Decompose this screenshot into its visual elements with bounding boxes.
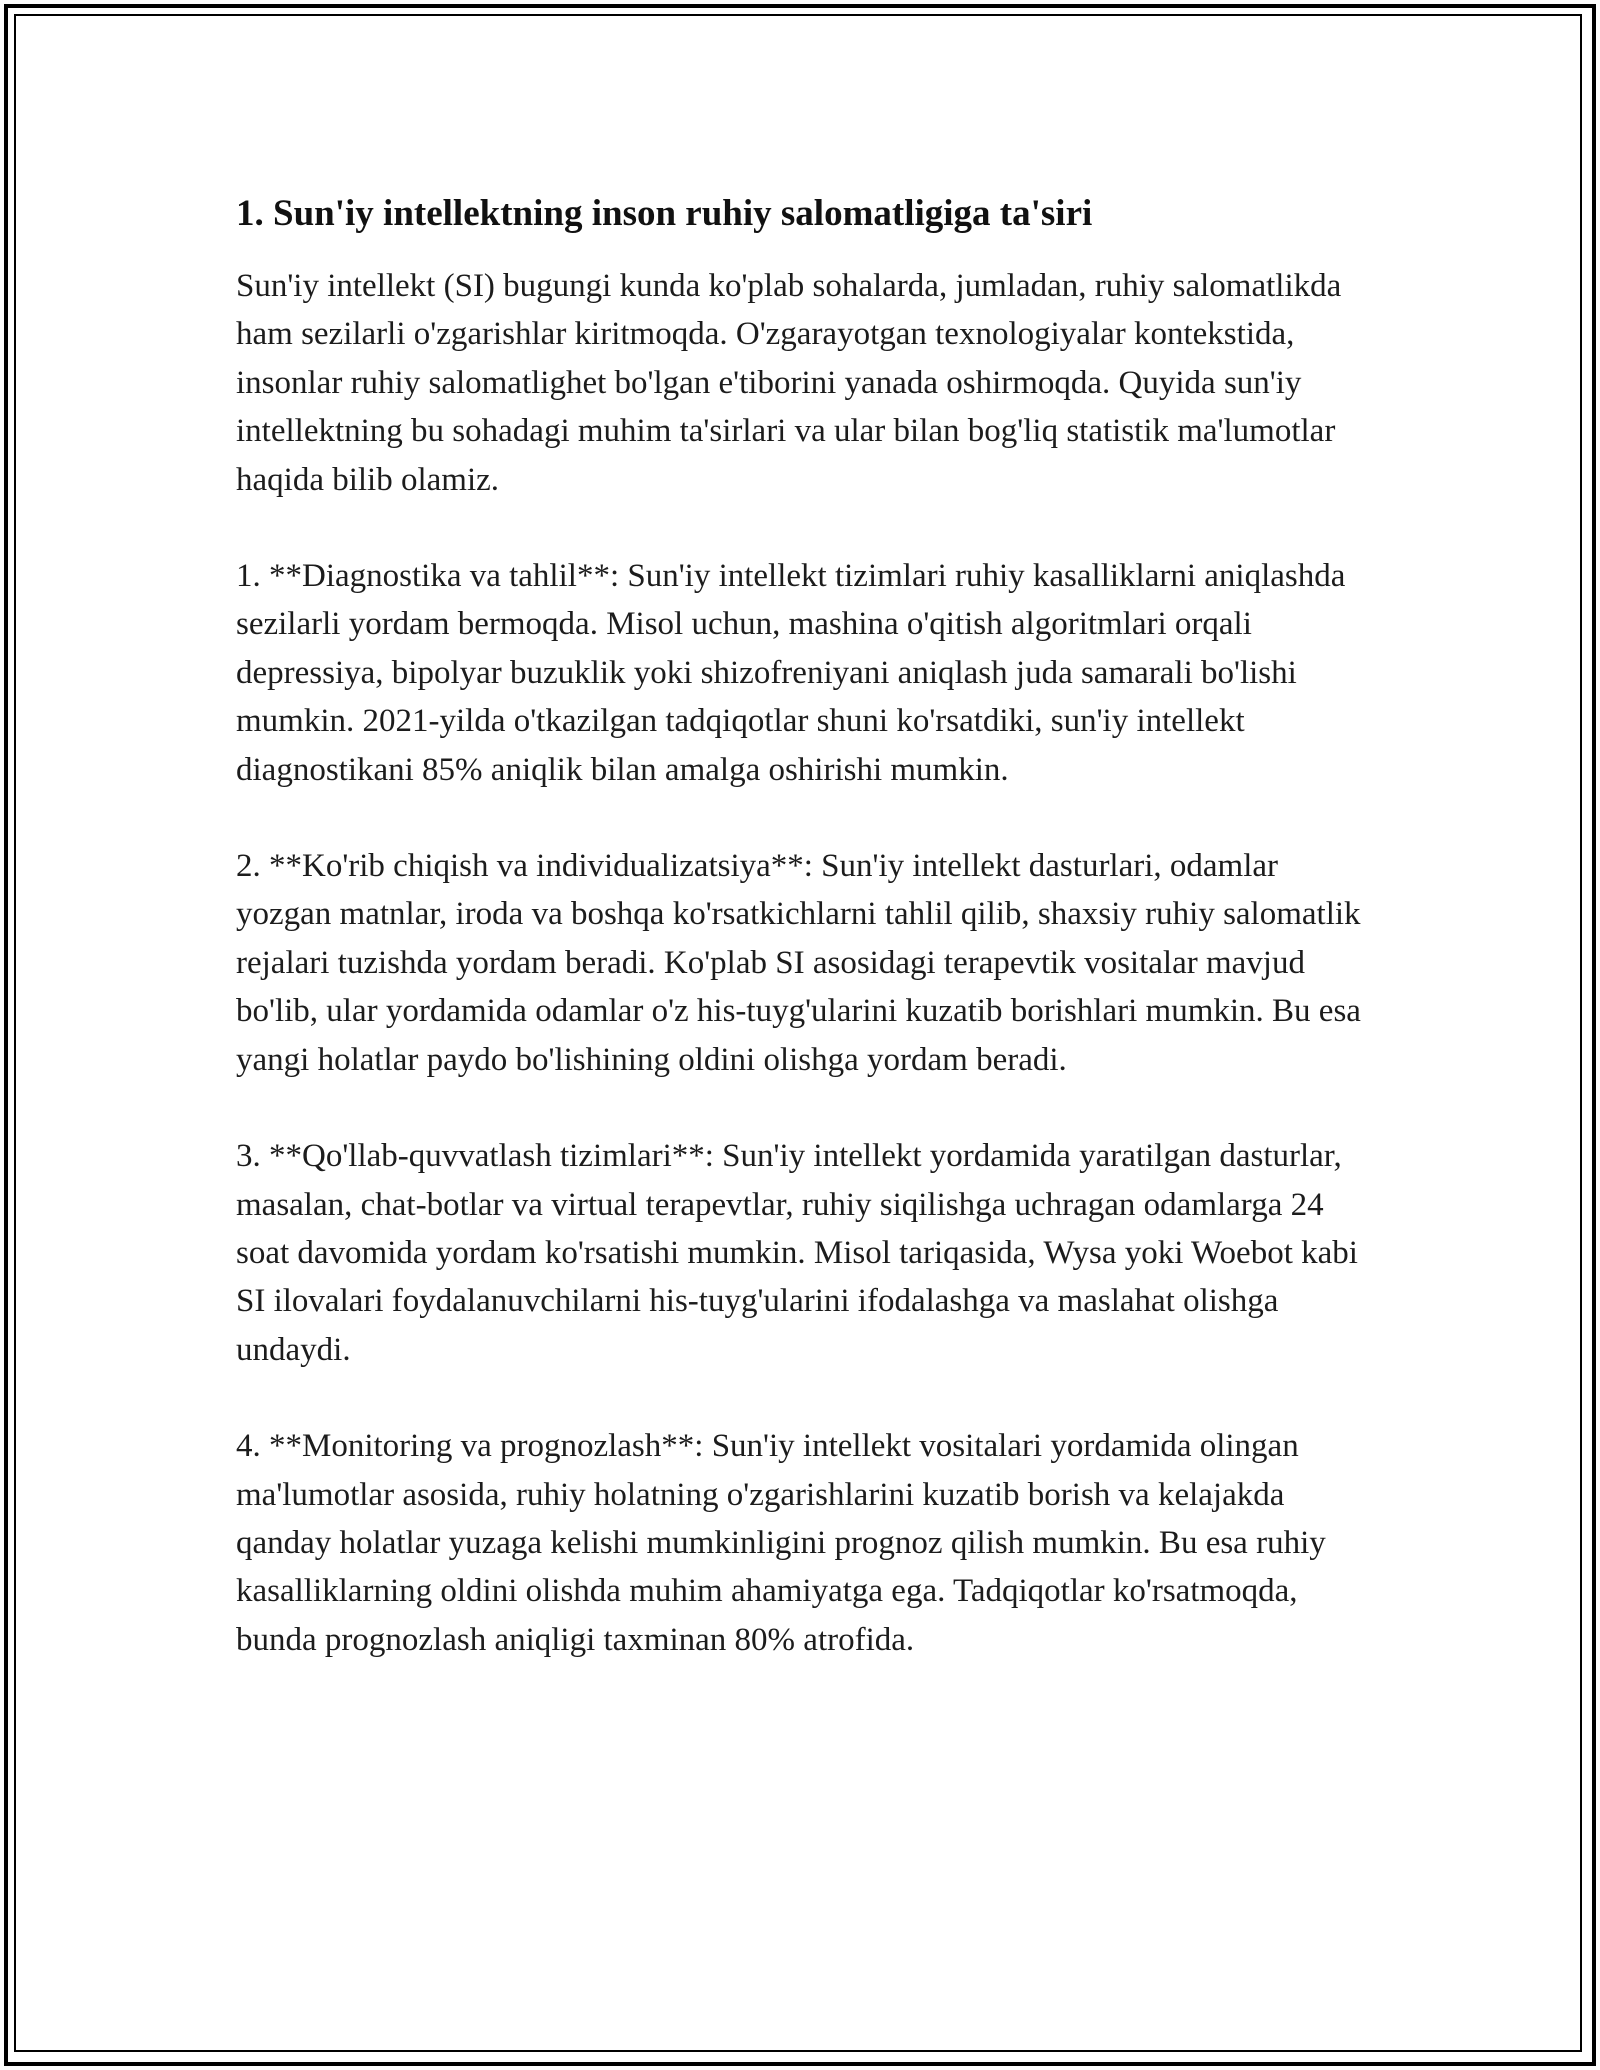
paragraph-diagnostika: 1. **Diagnostika va tahlil**: Sun'iy intellekt tizimlari ruhiy kasalliklarni aniqlashda sezilarli yordam bermoqda. Misol uchun, mashina o'qitish algoritmlari orqali depressiya, bipolyar buzuklik yoki shizofreniyani aniqlash juda samarali bo'lishi mumkin. 2021-yilda o'tkazilgan tadqiqotlar shuni ko'rsatdiki, sun'iy intellekt diagnostikani 85% aniqlik bilan amalga oshirishi mumkin. [236, 558, 1346, 788]
intro-paragraph: Sun'iy intellekt (SI) bugungi kunda ko'plab sohalarda, jumladan, ruhiy salomatlikda ham sezilarli o'zgarishlar kiritmoqda. O'zgarayotgan texnologiyalar kontekstida, insonlar ruhiy salomatlighet bo'lgan e'tiborini yanada oshirmoqda. Quyida sun'iy intellektning bu sohadagi muhim ta'sirlari va ular bilan bog'liq statistik ma'lumotlar haqida bilib olamiz. [236, 268, 1342, 498]
document-title: 1. Sun'iy intellektning inson ruhiy salomatligiga ta'siri [236, 193, 1093, 234]
paragraph-qollab-quvvatlash: 3. **Qo'llab-quvvatlash tizimlari**: Sun'iy intellekt yordamida yaratilgan dasturlar, masalan, chat-botlar va virtual terapevtlar, ruhiy siqilishga uchragan odamlarga 24 soat davomida yordam ko'rsatishi mumkin. Misol tariqasida, Wysa yoki Woebot kabi SI ilovalari foydalanuvchilarni his-tuyg'ularini ifodalashga va maslahat olishga undaydi. [236, 1138, 1358, 1368]
paragraph-monitoring: 4. **Monitoring va prognozlash**: Sun'iy intellekt vositalari yordamida olingan ma'lumotlar asosida, ruhiy holatning o'zgarishlarini kuzatib borish va kelajakda qanday holatlar yuzaga kelishi mumkinligini prognoz qilish mumkin. Bu esa ruhiy kasalliklarning oldini olishda muhim ahamiyatga ega. Tadqiqotlar ko'rsatmoqda, bunda prognozlash aniqligi taxminan 80% atrofida. [236, 1428, 1326, 1658]
paragraph-individualizatsiya: 2. **Ko'rib chiqish va individualizatsiya**: Sun'iy intellekt dasturlari, odamlar yozgan matnlar, iroda va boshqa ko'rsatkichlarni tahlil qilib, shaxsiy ruhiy salomatlik rejalari tuzishda yordam beradi. Ko'plab SI asosidagi terapevtik vositalar mavjud bo'lib, ular yordamida odamlar o'z his-tuyg'ularini kuzatib borishlari mumkin. Bu esa yangi holatlar paydo bo'lishining oldini olishga yordam beradi. [236, 848, 1361, 1078]
document-body [236, 188, 1376, 1664]
